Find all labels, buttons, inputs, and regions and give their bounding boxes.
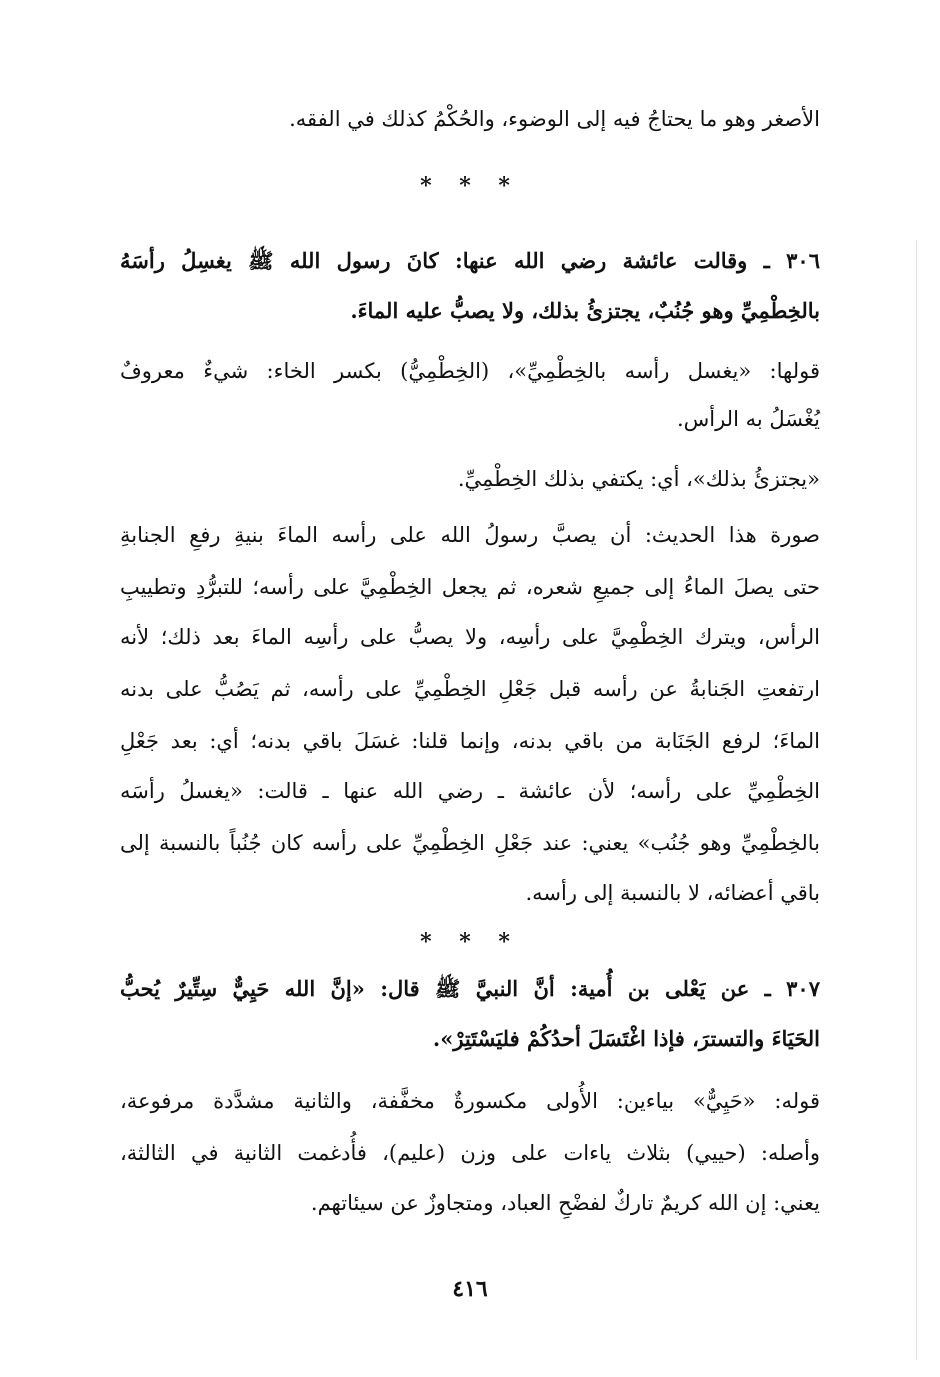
- commentary-3-line-8: باقي أعضائه، لا بالنسبة إلى رأسه.: [525, 881, 820, 905]
- commentary-4-line-1: قوله: «حَيِيٌّ» بياءين: الأُولى مكسورةٌ مخفَّفة، والثانية مشدَّدة مرفوعة،: [120, 1089, 820, 1113]
- commentary-3-line-7: بالخِطْمِيِّ وهو جُنُب» يعني: عند جَعْلِ الخِطْمِيِّ على رأسه كان جُنُباً بالنسبة إلى: [120, 831, 820, 855]
- commentary-1-line-1: قولها: «يغسل رأسه بالخِطْمِيِّ»، (الخِطْمِيُّ) بكسر الخاء: شيءٌ معروفٌ: [120, 359, 820, 383]
- intro-line-1: الأصغر وهو ما يحتاجُ فيه إلى الوضوء، والحُكْمُ كذلك في الفقه.: [289, 107, 820, 131]
- commentary-2-line-1: «يجتزئُ بذلك»، أي: يكتفي بذلك الخِطْمِيِّ.: [457, 467, 820, 491]
- commentary-3-line-3: الرأس، ويترك الخِطْمِيَّ على رأسِه، ولا يصبُّ على رأسِه الماءَ بعد ذلك؛ لأنه: [120, 625, 820, 649]
- section-separator: * * *: [420, 173, 520, 199]
- hadith-306-line-1: ٣٠٦ ـ وقالت عائشة رضي الله عنها: كانَ رسول الله ﷺ يغسِلُ رأسَهُ: [120, 248, 820, 273]
- page-edge-shadow: [916, 240, 917, 1360]
- hadith-306-line-2: بالخِطْمِيِّ وهو جُنُبٌ، يجتزئُ بذلك، ولا يصبُّ عليه الماءَ.: [350, 298, 820, 323]
- commentary-1-line-2: يُغْسَلُ به الرأس.: [676, 407, 820, 431]
- commentary-3-line-5: الماءَ؛ لرفع الجَنَابة من باقي بدنه، وإنما قلنا: غسَلَ باقي بدنه؛ أي: بعد جَعْلِ: [120, 729, 820, 753]
- hadith-307-line-1: ٣٠٧ ـ عن يَعْلى بن أُمية: أنَّ النبيَّ ﷺ قال: «إنَّ الله حَيِيٌّ سِتِّيرٌ يُحبُّ: [120, 976, 820, 1001]
- page-number: ٤١٦: [452, 1276, 488, 1302]
- commentary-3-line-4: ارتفعتِ الجَنابةُ عن رأسه قبل جَعْلِ الخِطْمِيِّ على رأسه، ثم يَصُبُّ على بدنه: [120, 677, 820, 701]
- commentary-4-line-2: وأصله: (حييي) بثلاث ياءات على وزن (عليم)، فأُدغمت الثانية في الثالثة،: [120, 1141, 820, 1165]
- commentary-3-line-6: الخِطْمِيِّ على رأسه؛ لأن عائشة ـ رضي الله عنها ـ قالت: «يغسلُ رأسَه: [120, 779, 820, 803]
- section-separator: * * *: [420, 929, 520, 955]
- commentary-4-line-3: يعني: إن الله كريمٌ تاركٌ لفضْحِ العباد، ومتجاوزٌ عن سيئاتهم.: [310, 1191, 820, 1215]
- commentary-3-line-1: صورة هذا الحديث: أن يصبَّ رسولُ الله على رأسه الماءَ بنيةِ رفعِ الجنابةِ: [120, 523, 820, 547]
- commentary-3-line-2: حتى يصلَ الماءُ إلى جميعِ شعره، ثم يجعل الخِطْمِيَّ على رأسه؛ للتبرُّدِ وتطييبِ: [120, 575, 820, 599]
- hadith-307-line-2: الحَيَاءَ والتسترَ، فإذا اغْتَسَلَ أحدُكُمْ فليَسْتَتِرْ».: [432, 1026, 820, 1051]
